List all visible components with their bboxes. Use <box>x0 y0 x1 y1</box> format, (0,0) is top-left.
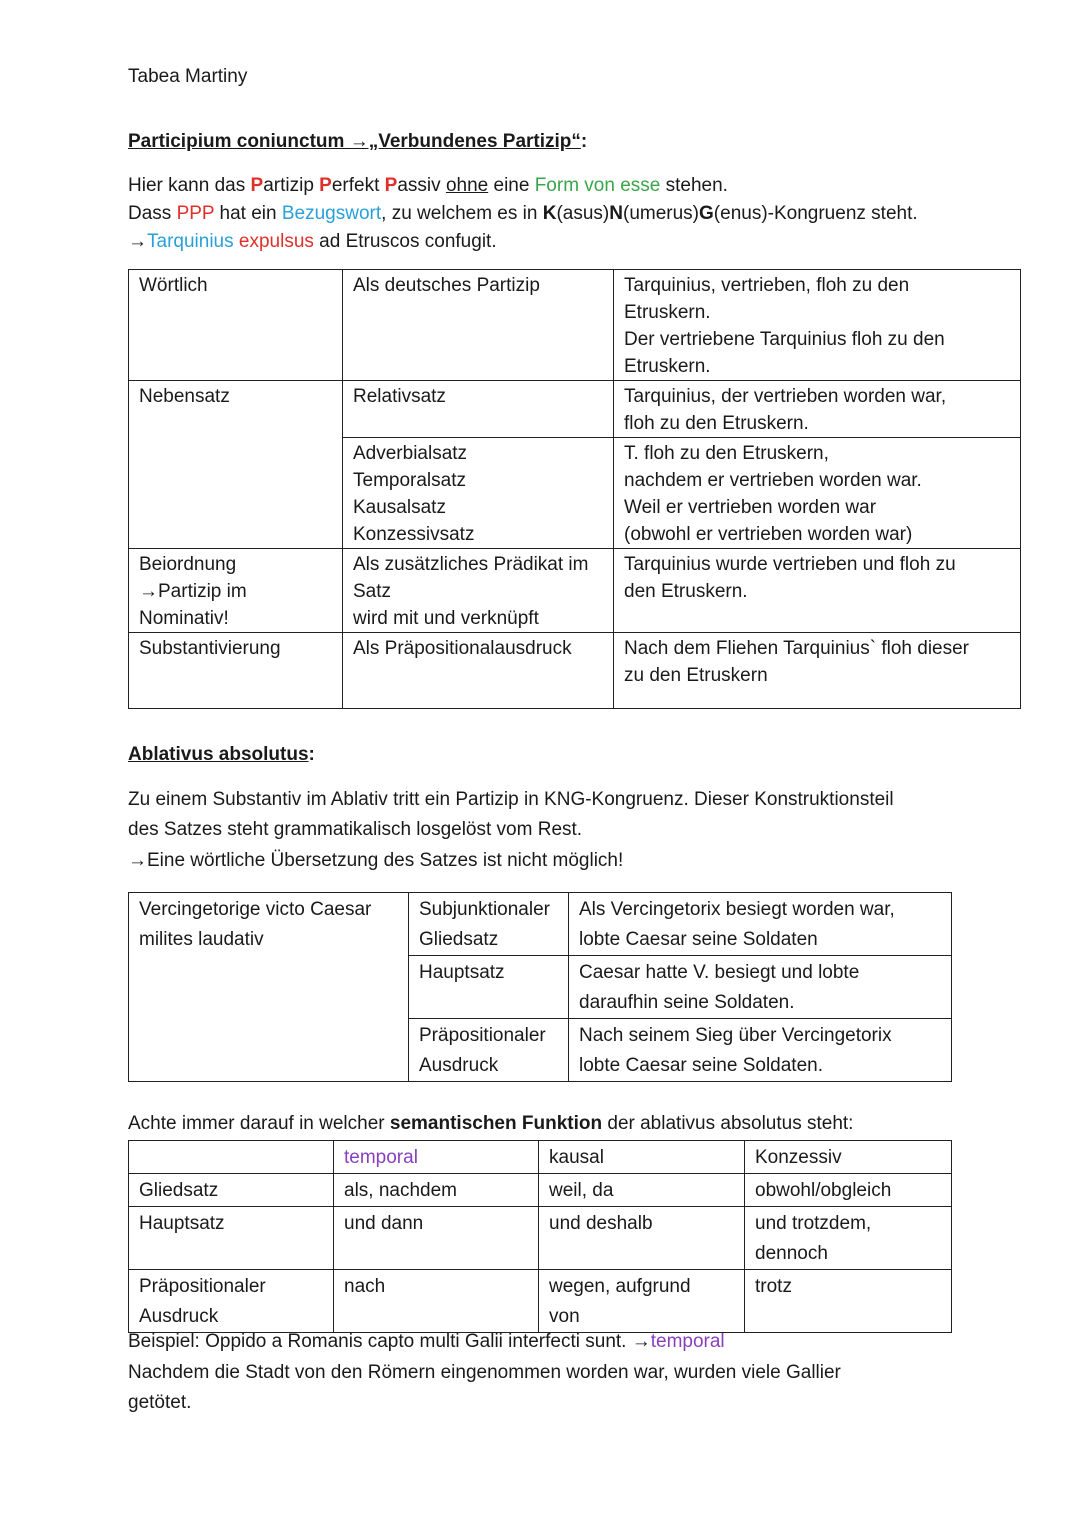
pc-heading <box>128 128 587 156</box>
table-cell <box>129 381 343 549</box>
semantic-intro <box>128 1110 853 1138</box>
example-line <box>128 1328 725 1356</box>
table-cell <box>129 549 343 633</box>
cell-text: trotz <box>755 1276 792 1297</box>
cell-text: Relativsatz <box>353 386 446 407</box>
table-cell <box>129 270 343 381</box>
text: stehen. <box>660 175 728 196</box>
text: ad Etruscos confugit. <box>313 231 497 252</box>
text: Hier kann das <box>128 175 251 196</box>
pc-heading-text: Participium coniunctum →„Verbundenes Partizip“ <box>128 131 581 152</box>
cell-text: Hauptsatz <box>419 962 505 983</box>
cell-text: daraufhin seine Soldaten. <box>579 992 795 1013</box>
highlight-p: P <box>250 175 264 196</box>
cell-text: Substantivierung <box>139 638 281 659</box>
cell-text: von <box>549 1306 580 1327</box>
cell-text: Etruskern. <box>624 356 711 377</box>
text: eine <box>488 175 535 196</box>
bold-g: G <box>699 203 714 224</box>
table-row <box>129 1207 952 1270</box>
table-cell <box>129 893 409 1082</box>
text: (umerus) <box>623 203 700 224</box>
cell-text: Adverbialsatz <box>353 443 468 464</box>
table-cell <box>614 270 1021 381</box>
table-cell <box>343 438 614 549</box>
cell-text: →Partizip im <box>139 581 247 602</box>
table-row <box>129 633 1021 709</box>
highlight-temporal: temporal <box>650 1331 725 1352</box>
cell-text: weil, da <box>549 1180 614 1201</box>
table-cell <box>614 438 1021 549</box>
cell-text: Als zusätzliches Prädikat im <box>353 554 589 575</box>
table-cell <box>569 1019 952 1082</box>
table-header-cell: kausal <box>539 1141 745 1174</box>
cell-text: Etruskern. <box>624 302 711 323</box>
cell-text: Satz <box>353 581 392 602</box>
table-cell <box>334 1207 539 1270</box>
table-cell <box>343 549 614 633</box>
table-header-cell: Konzessiv <box>745 1141 952 1174</box>
example-translation-1: Nachdem die Stadt von den Römern eingenommen worden war, wurden viele Gallier <box>128 1362 841 1383</box>
table-cell <box>129 1174 334 1207</box>
table-cell <box>409 956 569 1019</box>
table-cell <box>614 381 1021 438</box>
highlight-expulsus: expulsus <box>238 231 314 252</box>
pc-heading-colon: : <box>580 131 588 152</box>
cell-text: Präpositionaler <box>419 1025 546 1046</box>
table-cell <box>334 1174 539 1207</box>
table-cell <box>745 1174 952 1207</box>
table-header-cell <box>129 1141 334 1174</box>
cell-text: Gliedsatz <box>139 1180 219 1201</box>
table-cell <box>614 549 1021 633</box>
cell-text: floh zu den Etruskern. <box>624 413 809 434</box>
cell-text: Caesar hatte V. besiegt und lobte <box>579 962 860 983</box>
author-name: Tabea Martiny <box>128 66 248 87</box>
aa-heading-text: Ablativus absolutus <box>128 744 309 765</box>
table-cell <box>745 1270 952 1333</box>
cell-text: Als Vercingetorix besiegt worden war, <box>579 899 895 920</box>
highlight-p: P <box>319 175 332 196</box>
cell-text: und trotzdem, <box>755 1213 872 1234</box>
text: Beispiel: Oppido a Romanis capto multi Galii interfecti sunt. <box>128 1331 632 1352</box>
text: (enus)-Kongruenz steht. <box>713 203 918 224</box>
cell-text: Präpositionaler <box>139 1276 266 1297</box>
pc-line-2 <box>128 200 918 228</box>
cell-text: Als deutsches Partizip <box>353 275 540 296</box>
table-cell <box>539 1270 745 1333</box>
cell-text: wegen, aufgrund <box>549 1276 691 1297</box>
cell-text: obwohl/obgleich <box>755 1180 892 1201</box>
cell-text: milites laudativ <box>139 929 264 950</box>
highlight-tarquinius: Tarquinius <box>147 231 234 252</box>
table-row <box>129 1270 952 1333</box>
table-cell <box>129 1207 334 1270</box>
cell-text: als, nachdem <box>344 1180 458 1201</box>
text: assiv <box>397 175 446 196</box>
cell-text: Nach seinem Sieg über Vercingetorix <box>579 1025 892 1046</box>
semantic-table <box>128 1140 952 1333</box>
cell-text: Kausalsatz <box>353 497 446 518</box>
table-row <box>129 381 1021 438</box>
cell-text: Konzessivsatz <box>353 524 475 545</box>
table-cell <box>129 1270 334 1333</box>
cell-text: Ausdruck <box>419 1055 499 1076</box>
highlight-ppp: PPP <box>176 203 215 224</box>
table-cell <box>539 1174 745 1207</box>
highlight-form-von-esse: Form von esse <box>534 175 661 196</box>
text: artizip <box>263 175 320 196</box>
table-row <box>129 1174 952 1207</box>
text: , zu welchem es in <box>381 203 543 224</box>
aa-heading <box>128 741 315 769</box>
aa-table <box>128 892 952 1082</box>
text: Achte immer darauf in welcher <box>128 1113 390 1134</box>
table-cell <box>539 1207 745 1270</box>
table-cell <box>409 893 569 956</box>
cell-text: den Etruskern. <box>624 581 748 602</box>
cell-text: Hauptsatz <box>139 1213 225 1234</box>
table-cell <box>569 956 952 1019</box>
table-cell <box>343 633 614 709</box>
cell-text: Ausdruck <box>139 1306 219 1327</box>
cell-text: nach <box>344 1276 386 1297</box>
table-cell <box>129 633 343 709</box>
table-row <box>129 549 1021 633</box>
pc-line-1 <box>128 172 728 200</box>
text: erfekt <box>331 175 385 196</box>
cell-text: Weil er vertrieben worden war <box>624 497 877 518</box>
text: (asus) <box>556 203 610 224</box>
arrow-icon: → <box>128 231 147 252</box>
pc-table <box>128 269 1021 709</box>
cell-text: wird mit und verknüpft <box>353 608 539 629</box>
text: der ablativus absolutus steht: <box>602 1113 854 1134</box>
text: hat ein <box>214 203 282 224</box>
cell-text: Subjunktionaler <box>419 899 550 920</box>
cell-text: dennoch <box>755 1243 828 1264</box>
aa-para-3: →Eine wörtliche Übersetzung des Satzes ist nicht möglich! <box>128 850 624 871</box>
cell-text: Gliedsatz <box>419 929 499 950</box>
table-cell <box>409 1019 569 1082</box>
table-cell <box>343 270 614 381</box>
table-row <box>129 270 1021 381</box>
bold-semantische-funktion: semantischen Funktion <box>389 1113 603 1134</box>
bold-k: K <box>542 203 557 224</box>
table-cell <box>569 893 952 956</box>
highlight-p: P <box>384 175 398 196</box>
cell-text: nachdem er vertrieben worden war. <box>624 470 922 491</box>
aa-heading-colon: : <box>308 744 315 765</box>
cell-text: Als Präpositionalausdruck <box>353 638 572 659</box>
underlined-ohne: ohne <box>445 175 489 196</box>
aa-para-2: des Satzes steht grammatikalisch losgelöst vom Rest. <box>128 819 583 840</box>
cell-text: Beiordnung <box>139 554 237 575</box>
pc-line-3 <box>128 228 497 256</box>
table-row <box>129 893 952 956</box>
table-header-cell: temporal <box>334 1141 539 1174</box>
cell-text: Nebensatz <box>139 386 230 407</box>
table-cell <box>334 1270 539 1333</box>
cell-text: und dann <box>344 1213 424 1234</box>
cell-text: lobte Caesar seine Soldaten <box>579 929 818 950</box>
cell-text: Temporalsatz <box>353 470 466 491</box>
cell-text: zu den Etruskern <box>624 665 768 686</box>
cell-text: Tarquinius wurde vertrieben und floh zu <box>624 554 956 575</box>
cell-text: und deshalb <box>549 1213 653 1234</box>
cell-text: Nach dem Fliehen Tarquinius` floh dieser <box>624 638 969 659</box>
cell-text: lobte Caesar seine Soldaten. <box>579 1055 823 1076</box>
table-cell <box>745 1207 952 1270</box>
cell-text: Nominativ! <box>139 608 229 629</box>
cell-text: (obwohl er vertrieben worden war) <box>624 524 913 545</box>
cell-text: Der vertriebene Tarquinius floh zu den <box>624 329 945 350</box>
table-cell <box>614 633 1021 709</box>
table-header-row <box>129 1141 952 1174</box>
arrow-icon: → <box>631 1331 651 1352</box>
cell-text: Wörtlich <box>139 275 208 296</box>
cell-text: Tarquinius, der vertrieben worden war, <box>624 386 947 407</box>
example-translation-2: getötet. <box>128 1392 192 1413</box>
table-cell <box>343 381 614 438</box>
aa-para-1: Zu einem Substantiv im Ablativ tritt ein Partizip in KNG-Kongruenz. Dieser Konstruktionsteil <box>128 789 894 810</box>
cell-text: T. floh zu den Etruskern, <box>624 443 829 464</box>
text: Dass <box>128 203 177 224</box>
cell-text: Vercingetorige victo Caesar <box>139 899 372 920</box>
highlight-bezugswort: Bezugswort <box>281 203 382 224</box>
bold-n: N <box>609 203 623 224</box>
cell-text: Tarquinius, vertrieben, floh zu den <box>624 275 910 296</box>
